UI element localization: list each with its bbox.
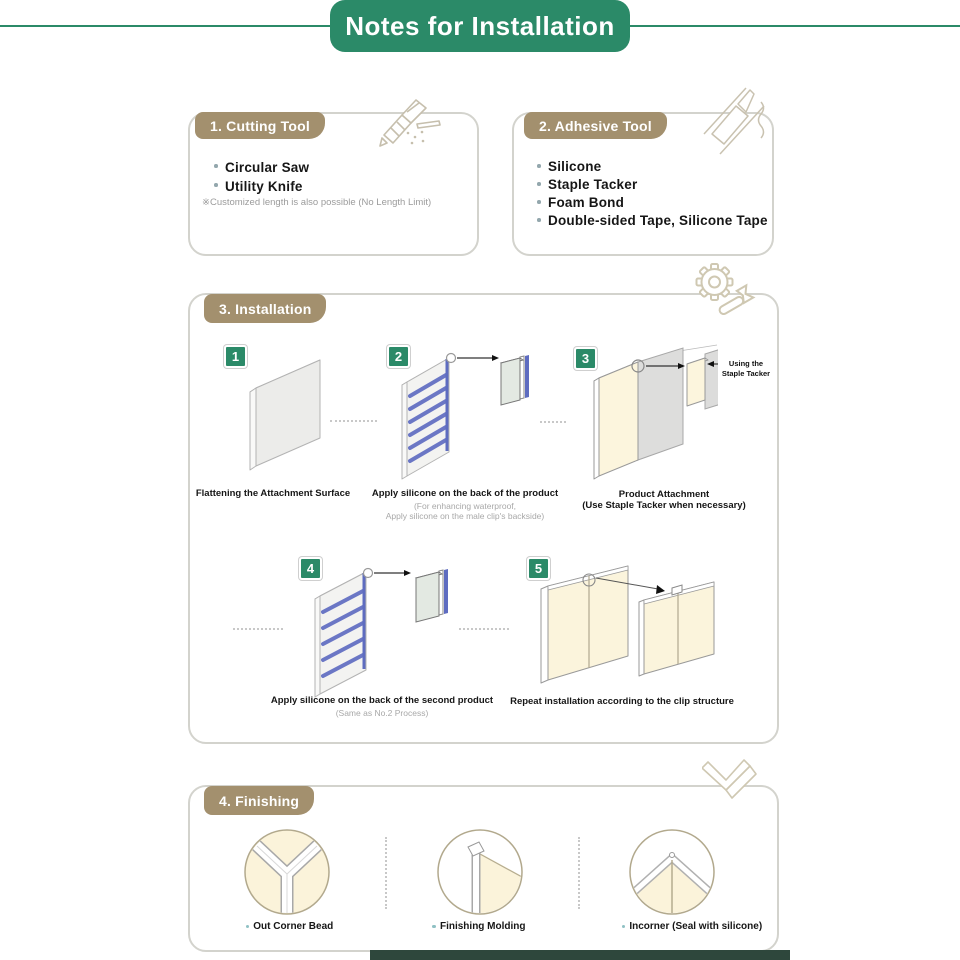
- bullet-dot: [432, 925, 436, 929]
- page-title: Notes for Installation: [330, 0, 630, 52]
- staple-tacker-annotation: Using the Staple Tacker: [721, 359, 771, 378]
- adhesive-tool-list: [537, 158, 768, 230]
- finishing-item: Incorner (Seal with silicone): [608, 921, 776, 932]
- adhesive-tool-heading: 2. Adhesive Tool: [524, 112, 667, 139]
- tool-item: Staple Tacker: [537, 176, 768, 194]
- step-2-caption: Apply silicone on the back of the product (For enhancing waterproof, Apply silicone on the male clip's backside): [371, 488, 559, 521]
- tool-item: Circular Saw: [214, 158, 309, 177]
- step-number: 1: [224, 345, 247, 368]
- step-number: 2: [387, 345, 410, 368]
- tool-item: Utility Knife: [214, 177, 309, 196]
- step-4-diagram: [300, 560, 452, 698]
- step-4-caption: Apply silicone on the back of the second product (Same as No.2 Process): [270, 695, 494, 718]
- dotted-separator: [385, 837, 387, 909]
- utility-knife-icon: [378, 91, 444, 153]
- step-number: 4: [299, 557, 322, 580]
- bullet-dot: [246, 925, 250, 929]
- dotted-separator: [233, 628, 283, 630]
- step-5-caption: Repeat installation according to the clip structure: [510, 696, 734, 707]
- step-2-diagram: [393, 348, 533, 480]
- finishing-molding-diagram: [436, 828, 524, 916]
- tool-item: Foam Bond: [537, 194, 768, 212]
- footer-bar: [370, 950, 790, 960]
- dotted-separator: [459, 628, 509, 630]
- dotted-separator: [578, 837, 580, 909]
- step-3-caption: Product Attachment (Use Staple Tacker when necessary): [582, 489, 746, 511]
- cutting-note: ※Customized length is also possible (No Length Limit): [202, 197, 432, 208]
- finishing-item: Out Corner Bead: [217, 921, 362, 932]
- tool-item: Double-sided Tape, Silicone Tape: [537, 212, 768, 230]
- gear-wrench-icon: [690, 258, 756, 322]
- corner-bead-icon: [702, 758, 758, 808]
- step-number: 3: [574, 347, 597, 370]
- cutting-tool-list: [214, 158, 309, 196]
- finishing-heading: 4. Finishing: [204, 786, 314, 815]
- dotted-separator: [330, 420, 377, 422]
- step-3-diagram: [583, 342, 718, 490]
- step-5-diagram: [536, 558, 721, 696]
- installation-heading: 3. Installation: [204, 294, 326, 323]
- bullet-dot: [622, 925, 626, 929]
- step-number: 5: [527, 557, 550, 580]
- tool-item: Silicone: [537, 158, 768, 176]
- dotted-separator: [540, 421, 566, 423]
- out-corner-bead-diagram: [243, 828, 331, 916]
- cutting-tool-heading: 1. Cutting Tool: [195, 112, 325, 139]
- silicone-gun-icon: [698, 86, 774, 160]
- step-1-caption: Flattening the Attachment Surface: [195, 488, 351, 499]
- incorner-diagram: [628, 828, 716, 916]
- finishing-item: Finishing Molding: [405, 921, 553, 932]
